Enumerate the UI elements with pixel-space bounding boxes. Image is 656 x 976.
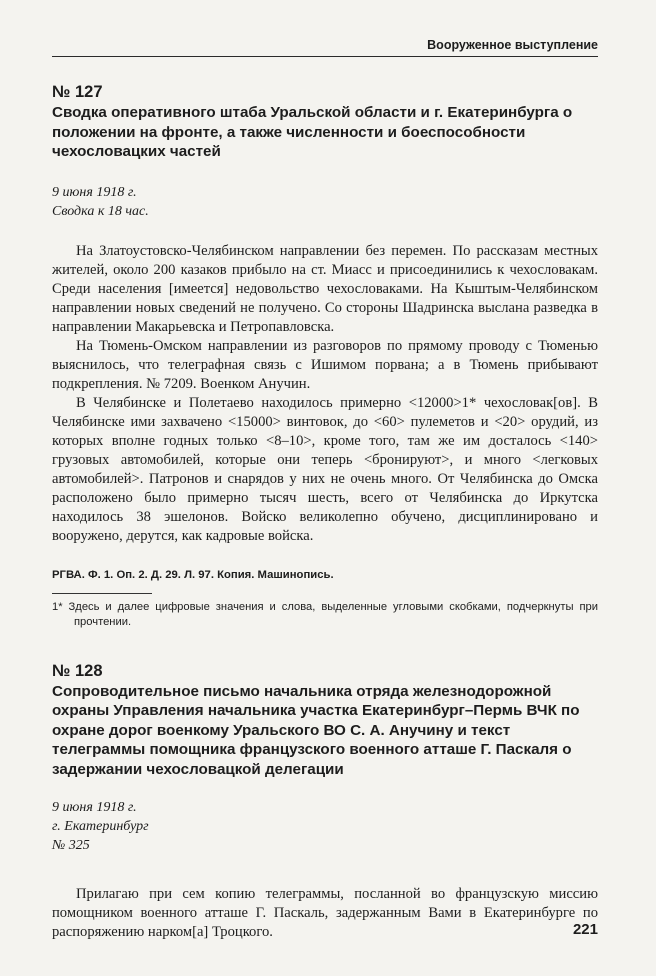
document-number: № 127 <box>52 83 103 101</box>
body-paragraph: На Тюмень-Омском направлении из разговоров по прямому проводу с Тюменью выяснилось, что телеграфная связь с Ишимом порвана; а в Тюмень прибывают подкрепления. № 7209. Военком Анучин. <box>52 337 598 392</box>
document-place: г. Екатеринбург <box>52 819 149 834</box>
document-time-note: Сводка к 18 час. <box>52 203 149 219</box>
document-date: 9 июня 1918 г. <box>52 800 137 815</box>
document-meta <box>52 183 598 221</box>
document-title: Сводка оперативного штаба Уральской области и г. Екатеринбурга о положении на фронте, а также численности и боеспособности чехословацких частей <box>52 104 573 160</box>
footnote-rule <box>52 593 152 594</box>
running-head: Вооруженное выступление <box>52 38 598 57</box>
document-date: 9 июня 1918 г. <box>52 184 137 200</box>
footnote: 1* Здесь и далее цифровые значения и слова, выделенные угловыми скобками, подчеркнуты при прочтении. <box>52 600 598 628</box>
document-title: Сопроводительное письмо начальника отряда железнодорожной охраны Управления начальника участка Екатеринбург–Пермь ВЧК по охране дорог военкому Уральского ВО С. А. Анучину и текст телеграммы помощника французского военного атташе Г. Паскаля о задержании чехословацкой делегации <box>52 682 580 778</box>
document-127 <box>52 82 598 631</box>
document-meta <box>52 798 598 855</box>
document-body <box>52 242 598 546</box>
document-number: № 128 <box>52 661 103 680</box>
archive-source: РГВА. Ф. 1. Оп. 2. Д. 29. Л. 97. Копия. Машинопись. <box>52 568 334 581</box>
body-paragraph: В Челябинске и Полетаево находилось примерно <12000>1* чехословак[ов]. В Челябинске ими захвачено <15000> винтовок, до <60> пулеметов и <20> орудий, из которых вполне годных только <8–10>, кроме того, там же им досталось <140> грузовых автомобилей, которые они теперь <бронируют>, и много <легковых автомобилей>. Патронов и снарядов у них не очень много. От Челябинска до Омска расположено было примерно тысяч шесть, всего от Челябинска до Иркутска находилось 38 эшелонов. Войско великолепно обучено, дисциплинировано и вооружено, дерутся, как кадровые войска. <box>52 394 598 544</box>
page-number: 221 <box>572 921 598 938</box>
body-paragraph: На Златоустовско-Челябинском направлении без перемен. По рассказам местных жителей, около 200 казаков прибыло на ст. Миасс и присоединились к чехословакам. Среди населения [имеется] недовольство чехословаками. На Кыштым-Челябинском направлении новых сведений не получено. Со стороны Шадринска выслана разведка в направлении Макарьевска и Петропавловска. <box>52 242 598 335</box>
document-body <box>52 885 598 942</box>
body-paragraph: Прилагаю при сем копию телеграммы, посланной во французскую миссию помощником военного атташе Г. Паскаль, задержанным Вами в Екатеринбурге по распоряжению нарком[а] Троцкого. <box>52 886 598 940</box>
page-content <box>52 82 598 942</box>
document-ref-number: № 325 <box>52 838 90 853</box>
document-128 <box>52 661 598 943</box>
